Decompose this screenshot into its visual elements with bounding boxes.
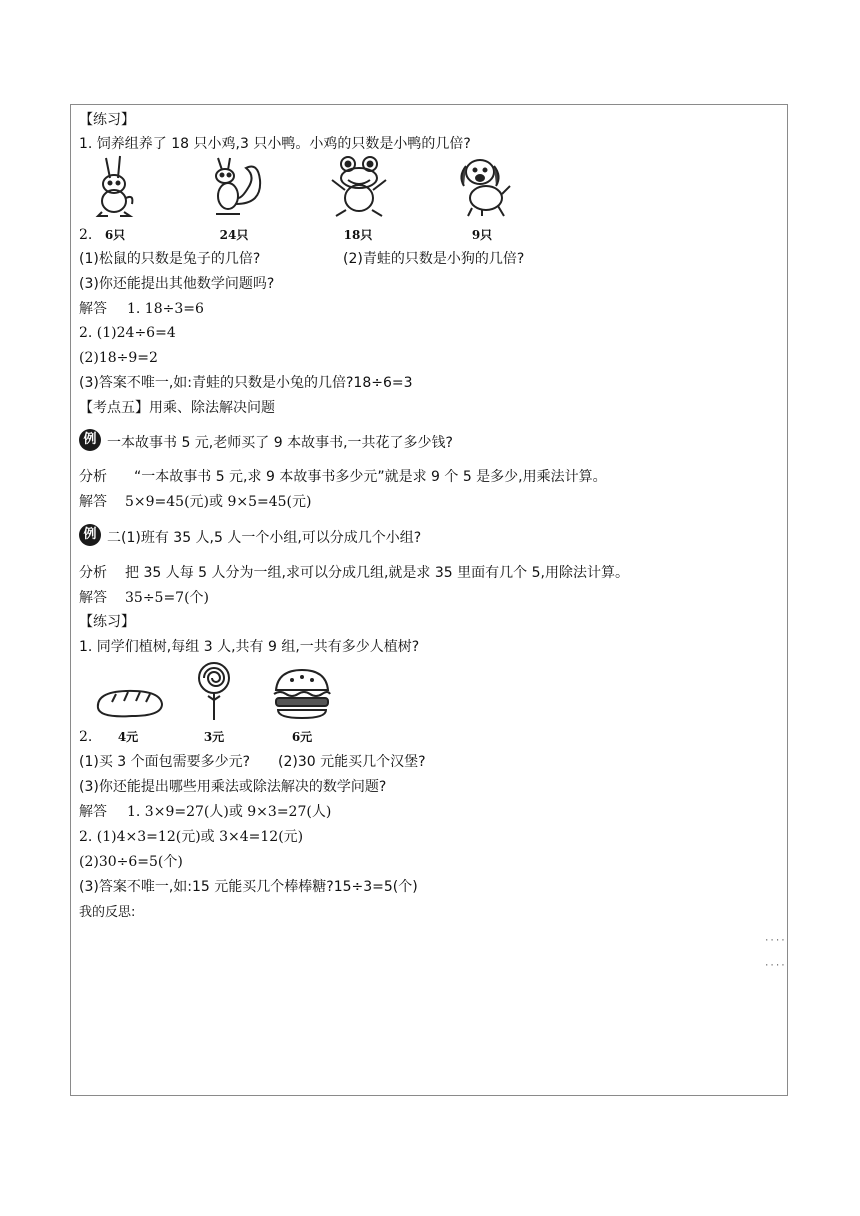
example-1-answer: 5×9=45(元)或 9×5=45(元) xyxy=(125,494,312,510)
rabbit-icon xyxy=(90,154,142,218)
reflection-dots-2: ···· xyxy=(764,961,786,971)
answer-b-2-1: 2. (1)4×3=12(元)或 3×4=12(元) xyxy=(79,829,304,845)
bread-price: 4元 xyxy=(117,730,139,744)
analysis-2: 把 35 人每 5 人分为一组,求可以分成几组,就是求 35 里面有几个 5,用除法计算。 xyxy=(125,565,629,581)
lollipop-icon xyxy=(196,658,232,722)
analysis-1: “一本故事书 5 元,求 9 本故事书多少元”就是求 9 个 5 是多少,用乘法计算。 xyxy=(134,469,607,485)
squirrel-count: 24只 xyxy=(219,228,249,242)
reflection-dots-1: ···· xyxy=(764,936,786,946)
answer-label-ex1: 解答 xyxy=(79,494,107,510)
example-1 xyxy=(79,432,453,454)
hamburger-price: 6元 xyxy=(291,730,313,744)
kaodian-heading: 【考点五】用乘、除法解决问题 xyxy=(79,400,275,416)
example-badge-icon: 例 xyxy=(79,524,101,546)
question-2b-3: (3)你还能提出哪些用乘法或除法解决的数学问题? xyxy=(79,779,387,795)
question-2-1-trees: 1. 同学们植树,每组 3 人,共有 9 组,一共有多少人植树? xyxy=(79,639,420,655)
question-2-number: 2. xyxy=(79,227,93,243)
answer-2-1: 2. (1)24÷6=4 xyxy=(79,325,176,341)
question-1: 1. 饲养组养了 18 只小鸡,3 只小鸭。小鸡的只数是小鸭的几倍? xyxy=(79,136,471,152)
reflection-label: 我的反思: xyxy=(79,905,136,920)
question-2b-1: (1)买 3 个面包需要多少元? xyxy=(79,754,251,770)
frog-icon xyxy=(326,154,392,218)
lollipop-price: 3元 xyxy=(203,730,225,744)
question-2-2: (2)青蛙的只数是小狗的几倍? xyxy=(343,251,525,267)
practice-heading-2: 【练习】 xyxy=(79,614,135,630)
rabbit-count: 6只 xyxy=(104,228,126,242)
answer-b-2-3: (3)答案不唯一,如:15 元能买几个棒棒糖?15÷3=5(个) xyxy=(79,879,418,895)
frog-count: 18只 xyxy=(343,228,373,242)
answer-label-ex2: 解答 xyxy=(79,590,107,606)
example-2-answer: 35÷5=7(个) xyxy=(125,590,210,606)
question-2-1: (1)松鼠的只数是兔子的几倍? xyxy=(79,251,261,267)
answer-1: 1. 18÷3=6 xyxy=(127,301,204,317)
answer-2-3: (3)答案不唯一,如:青蛙的只数是小兔的几倍?18÷6=3 xyxy=(79,375,413,391)
answer-b-2-2: (2)30÷6=5(个) xyxy=(79,854,183,870)
answer-2-2: (2)18÷9=2 xyxy=(79,350,158,366)
puppy-count: 9只 xyxy=(471,228,493,242)
practice-heading-1: 【练习】 xyxy=(79,112,135,128)
squirrel-icon xyxy=(206,154,268,218)
analysis-label-1: 分析 xyxy=(79,469,107,485)
answer-label-2: 解答 xyxy=(79,804,107,820)
puppy-icon xyxy=(456,154,512,218)
question-2b-2: (2)30 元能买几个汉堡? xyxy=(278,754,426,770)
example-badge-icon: 例 xyxy=(79,429,101,451)
question-2-number-2: 2. xyxy=(79,729,93,745)
analysis-label-2: 分析 xyxy=(79,565,107,581)
answer-b-1: 1. 3×9=27(人)或 9×3=27(人) xyxy=(127,804,332,820)
example-1-text: 一本故事书 5 元,老师买了 9 本故事书,一共花了多少钱? xyxy=(107,435,453,451)
example-2 xyxy=(79,527,421,549)
bread-icon xyxy=(92,686,166,720)
answer-label-1: 解答 xyxy=(79,301,107,317)
example-2-text: 二(1)班有 35 人,5 人一个小组,可以分成几个小组? xyxy=(107,530,422,546)
question-2-3: (3)你还能提出其他数学问题吗? xyxy=(79,276,275,292)
hamburger-icon xyxy=(270,666,334,722)
